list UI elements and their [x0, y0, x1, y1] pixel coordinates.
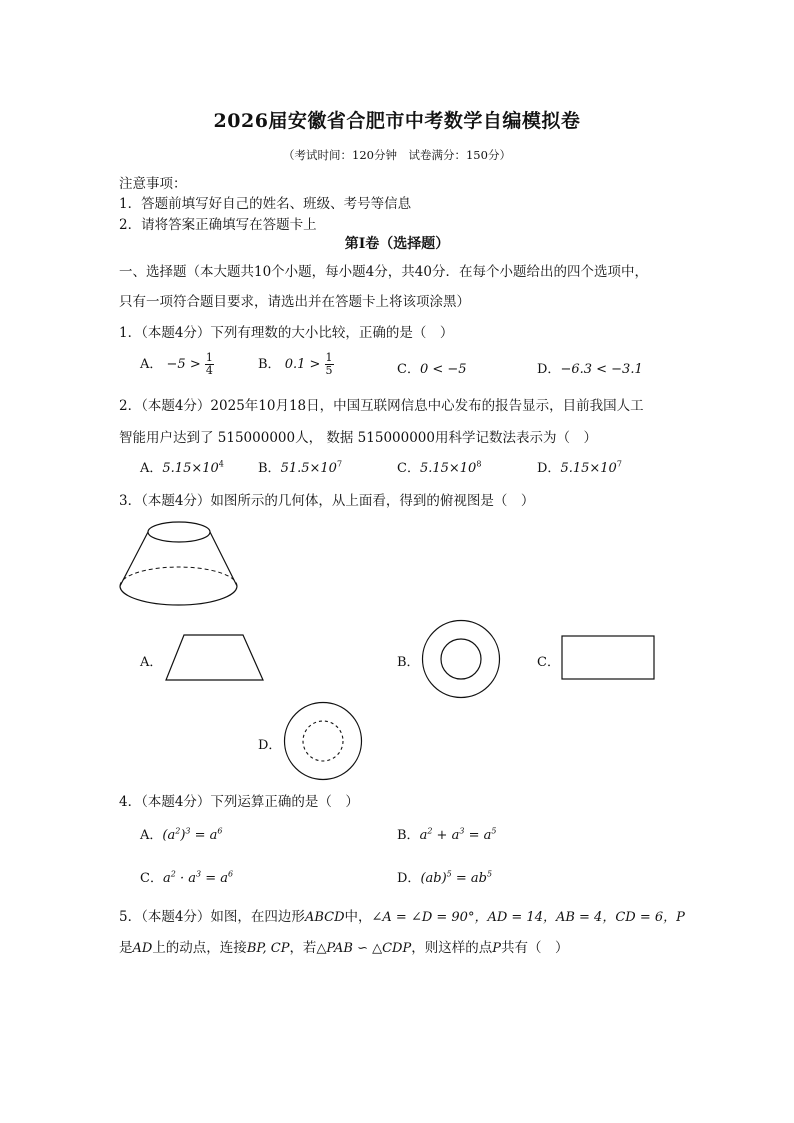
option-expression: 0 < −5 [419, 362, 467, 377]
denominator: 4 [205, 364, 213, 377]
option-expression: $(a^2)^3 = a^6$ [162, 826, 223, 843]
fraction [325, 352, 334, 377]
exponent: 4 [218, 459, 224, 469]
math-term: BP, CP [246, 941, 290, 956]
exponent: 3 [195, 869, 202, 879]
question-3-stem: 3．（本题4分）如图所示的几何体，从上面看，得到的俯视图是（ ） [119, 493, 535, 509]
exponent: 2 [427, 826, 433, 836]
option-label: B． [258, 357, 281, 372]
denominator: 5 [325, 364, 333, 377]
option-label: D． [537, 461, 561, 476]
question-2-stem-line2: 智能用户达到了 515000000人， 数据 515000000用科学记数法表示为（ ） [119, 430, 597, 446]
text: ，若 [289, 940, 317, 956]
math-term: AD [132, 941, 153, 956]
note-item: 1．答题前填写好自己的姓名、班级、考号等信息 [119, 196, 412, 212]
term: + a [432, 828, 460, 843]
exponent: 8 [476, 459, 482, 469]
q4-option-c [140, 867, 233, 886]
question-1-stem: 1．（本题4分）下列有理数的大小比较，正确的是（ ） [119, 325, 454, 341]
exponent: 3 [459, 826, 465, 836]
numerator: 1 [205, 351, 213, 364]
exponent: 5 [446, 869, 452, 879]
question-5-stem-line2 [119, 936, 568, 956]
section-heading: 第Ⅰ卷（选择题） [344, 236, 450, 252]
exponent: 2 [170, 869, 176, 879]
option-label: C． [397, 362, 420, 377]
exponent: 7 [616, 459, 622, 469]
q4-option-b [397, 824, 496, 843]
exponent: 2 [175, 826, 181, 836]
trapezoid-figure [165, 634, 265, 682]
base: a [167, 828, 176, 843]
q1-option-c [397, 358, 467, 377]
option-expression [420, 871, 492, 886]
option-expression [420, 828, 497, 843]
note-item: 2．请将答案正确填写在答题卡上 [119, 217, 317, 233]
q4-option-a [140, 824, 223, 843]
q3-option-b-label: B． [397, 655, 420, 670]
math-term: △PAB ∽ △CDP [316, 941, 412, 956]
exponent: 5 [486, 869, 493, 879]
circle-dashed-inner-figure [283, 701, 363, 781]
q3-option-c-label: C． [537, 655, 560, 670]
fraction [205, 352, 214, 377]
equals: = a [464, 828, 492, 843]
q2-option-a [140, 457, 224, 476]
q1-option-b [258, 352, 334, 377]
option-expression: 5.15×10 [162, 461, 219, 476]
option-label: A． [140, 828, 163, 843]
question-5-stem-line1 [119, 905, 685, 925]
text: 5．（本题4分）如图，在四边形 [119, 909, 305, 925]
q1-option-d [537, 358, 643, 377]
text: 中， [344, 909, 372, 925]
part-instructions-line1: 一、选择题（本大题共10个小题，每小题4分，共40分．在每个小题给出的四个选项中， [119, 264, 648, 280]
text: ，则这样的点 [411, 940, 493, 956]
exponent: 3 [185, 826, 191, 836]
option-expression: 5.15×10 [560, 461, 617, 476]
option-label: A． [140, 461, 163, 476]
exponent: 6 [227, 869, 234, 879]
numerator: 1 [325, 351, 333, 364]
question-2-stem-line1: 2．（本题4分）2025年10月18日，中国互联网信息中心发布的报告显示，目前我国人工 [119, 398, 644, 414]
option-expression: 5.15×10 [419, 461, 477, 476]
page-title: 2026届安徽省合肥市中考数学自编模拟卷 [213, 110, 581, 132]
question-4-stem: 4．（本题4分）下列运算正确的是（ ） [119, 794, 359, 810]
equals: = ab [451, 871, 487, 886]
option-label: B． [258, 461, 281, 476]
exponent: 6 [217, 826, 223, 836]
option-label: C． [140, 871, 163, 886]
option-label: D． [537, 362, 561, 377]
term: a [162, 871, 171, 886]
exam-info: （考试时间：120分钟 试卷满分：150分） [283, 148, 511, 162]
math-term: ABCD [304, 910, 345, 925]
frustum-figure [118, 520, 242, 612]
option-expression: −5 > [166, 357, 201, 372]
q2-option-b [258, 457, 342, 476]
term: (ab) [420, 871, 447, 886]
rectangle-figure [561, 635, 655, 681]
math-term: P [492, 941, 501, 956]
text: 上的动点，连接 [152, 940, 247, 956]
option-label: C． [397, 461, 420, 476]
option-expression: −6.3 < −3.1 [560, 362, 643, 377]
math-term: ∠A = ∠D = 90°，AD = 14，AB = 4，CD = 6，P [371, 910, 685, 925]
term: a [419, 828, 428, 843]
q2-option-c [397, 457, 481, 476]
exponent: 7 [336, 459, 343, 469]
term: · a [175, 871, 196, 886]
option-expression [163, 871, 233, 886]
text: 共有（ ） [500, 940, 569, 956]
equals: = a [201, 871, 228, 886]
concentric-circles-figure [421, 619, 501, 699]
exponent: 5 [491, 826, 497, 836]
option-label: B． [397, 828, 420, 843]
option-expression: 51.5×10 [280, 461, 337, 476]
text: 是 [119, 940, 133, 956]
option-expression: 0.1 > [284, 357, 321, 372]
q2-option-d [537, 457, 622, 476]
q4-option-d [397, 867, 492, 886]
part-instructions-line2: 只有一项符合题目要求，请选出并在答题卡上将该项涂黑） [119, 294, 470, 310]
q1-option-a [140, 352, 214, 377]
equals: = a [190, 828, 218, 843]
q3-option-d-label: D． [258, 738, 282, 753]
q3-option-a-label: A． [140, 655, 163, 670]
option-label: A． [140, 357, 163, 372]
notes-heading: 注意事项： [119, 176, 187, 192]
option-label: D． [397, 871, 421, 886]
